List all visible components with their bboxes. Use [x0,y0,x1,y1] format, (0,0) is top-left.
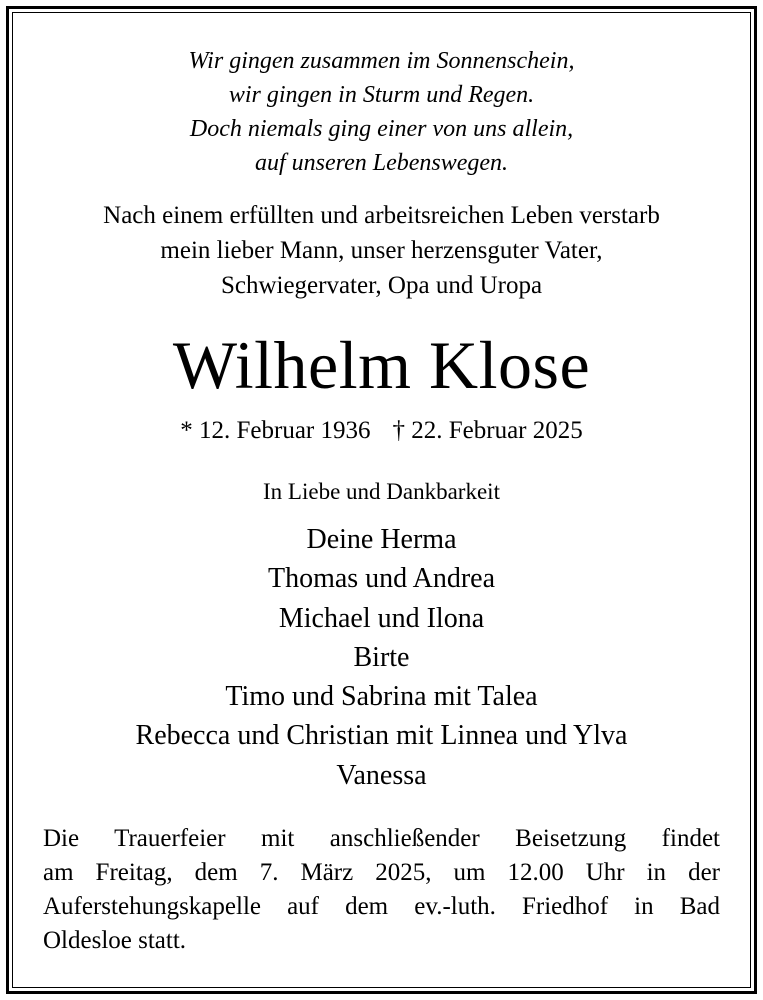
family-member: Vanessa [336,759,427,791]
family-member: Deine Herma [306,524,457,555]
intro-line: Nach einem erfüllten und arbeitsreichen Leben verstarb [103,202,660,229]
birth-date: * 12. Februar 1936 [180,417,371,444]
poem-line: auf unseren Lebenswegen. [254,150,509,176]
notice-line: Die Trauerfeier mit anschließender Beisetzung findet [43,825,720,852]
poem-line: wir gingen in Sturm und Regen. [228,82,535,108]
family-member: Rebecca und Christian mit Linnea und Ylva [135,720,628,752]
poem [0,44,763,180]
family-member: Birte [353,641,410,673]
family-member: Michael und Ilona [278,602,485,634]
poem-line: Wir gingen zusammen im Sonnenschein, [188,48,575,74]
notice-line: Auferstehungskapelle auf dem ev.-luth. Friedhof in Bad [43,893,720,920]
death-date: † 22. Februar 2025 [392,417,583,444]
funeral-notice [43,822,720,958]
thanks-line: In Liebe und Dankbarkeit [263,479,500,504]
intro-line: mein lieber Mann, unser herzensguter Vater, [160,237,603,264]
family-member: Thomas und Andrea [267,563,496,595]
notice-line: Oldesloe statt. [43,927,187,954]
intro-text [0,198,763,303]
notice-line: am Freitag, dem 7. März 2025, um 12.00 Uhr in der [43,859,720,886]
intro-line: Schwiegervater, Opa und Uropa [220,272,543,299]
poem-line: Doch niemals ging einer von uns allein, [189,116,574,142]
deceased-name: Wilhelm Klose [172,327,591,403]
family-member: Timo und Sabrina mit Talea [225,681,538,713]
life-dates [0,413,763,449]
family-list [0,520,763,795]
